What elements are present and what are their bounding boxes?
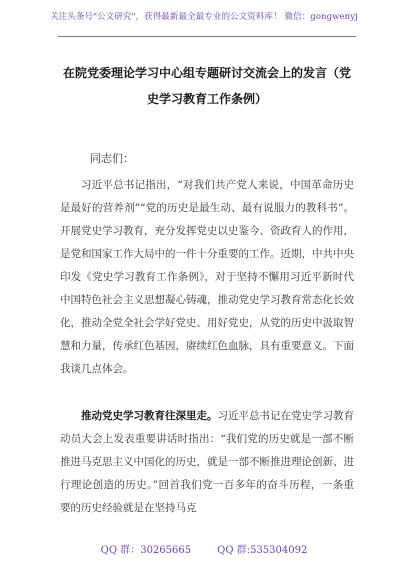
salutation: 同志们：	[90, 152, 134, 165]
paragraph-lead-heading: 推动党史学习教育往深里走。	[81, 410, 218, 422]
body-paragraph-2	[60, 405, 354, 520]
header-divider	[58, 36, 356, 37]
body-paragraph-1: 习近平总书记指出，“对我们共产党人来说，中国革命历史是最好的营养剂”“党的历史是最生动、最有说服力的教科书”。开展党史学习教育，充分发挥党史以史鉴今、资政育人的作用，是党和国家工作大局中的一件十分重要的工作。近期，中共中央印发《党史学习教育工作条例》，对于坚持不懈用习近平新时代中国特色社会主义思想凝心铸魂，推动党史学习教育常态化长效化，推动全党全社会学好党史、用好党史，从党的历史中汲取智慧和力量，传承红色基因，赓续红色血脉，具有重要意义。下面我谈几点体会。	[60, 179, 354, 375]
paragraph-body-text: 习近平总书记在党史学习教育动员大会上发表重要讲话时指出：“我们党的历史就是一部不断推进马克思主义中国化的历史，就是一部不断推进理论创新、进行理论创造的历史。”回首我们党一百多年的奋斗历程，一条重要的历史经验就是在坚持马克	[60, 410, 354, 514]
footer-contact	[0, 541, 408, 556]
header-banner: 关注头条号"公文研究"，获得最新最全最专业的公文资料库！ 微信：gongwenyj	[50, 12, 358, 22]
footer-qq-group-2: QQ 群:535304092	[217, 545, 308, 556]
footer-qq-group-1: QQ 群：30265665	[100, 545, 192, 556]
document-title: 在院党委理论学习中心组专题研讨交流会上的发言（党史学习教育工作条例）	[62, 66, 351, 106]
